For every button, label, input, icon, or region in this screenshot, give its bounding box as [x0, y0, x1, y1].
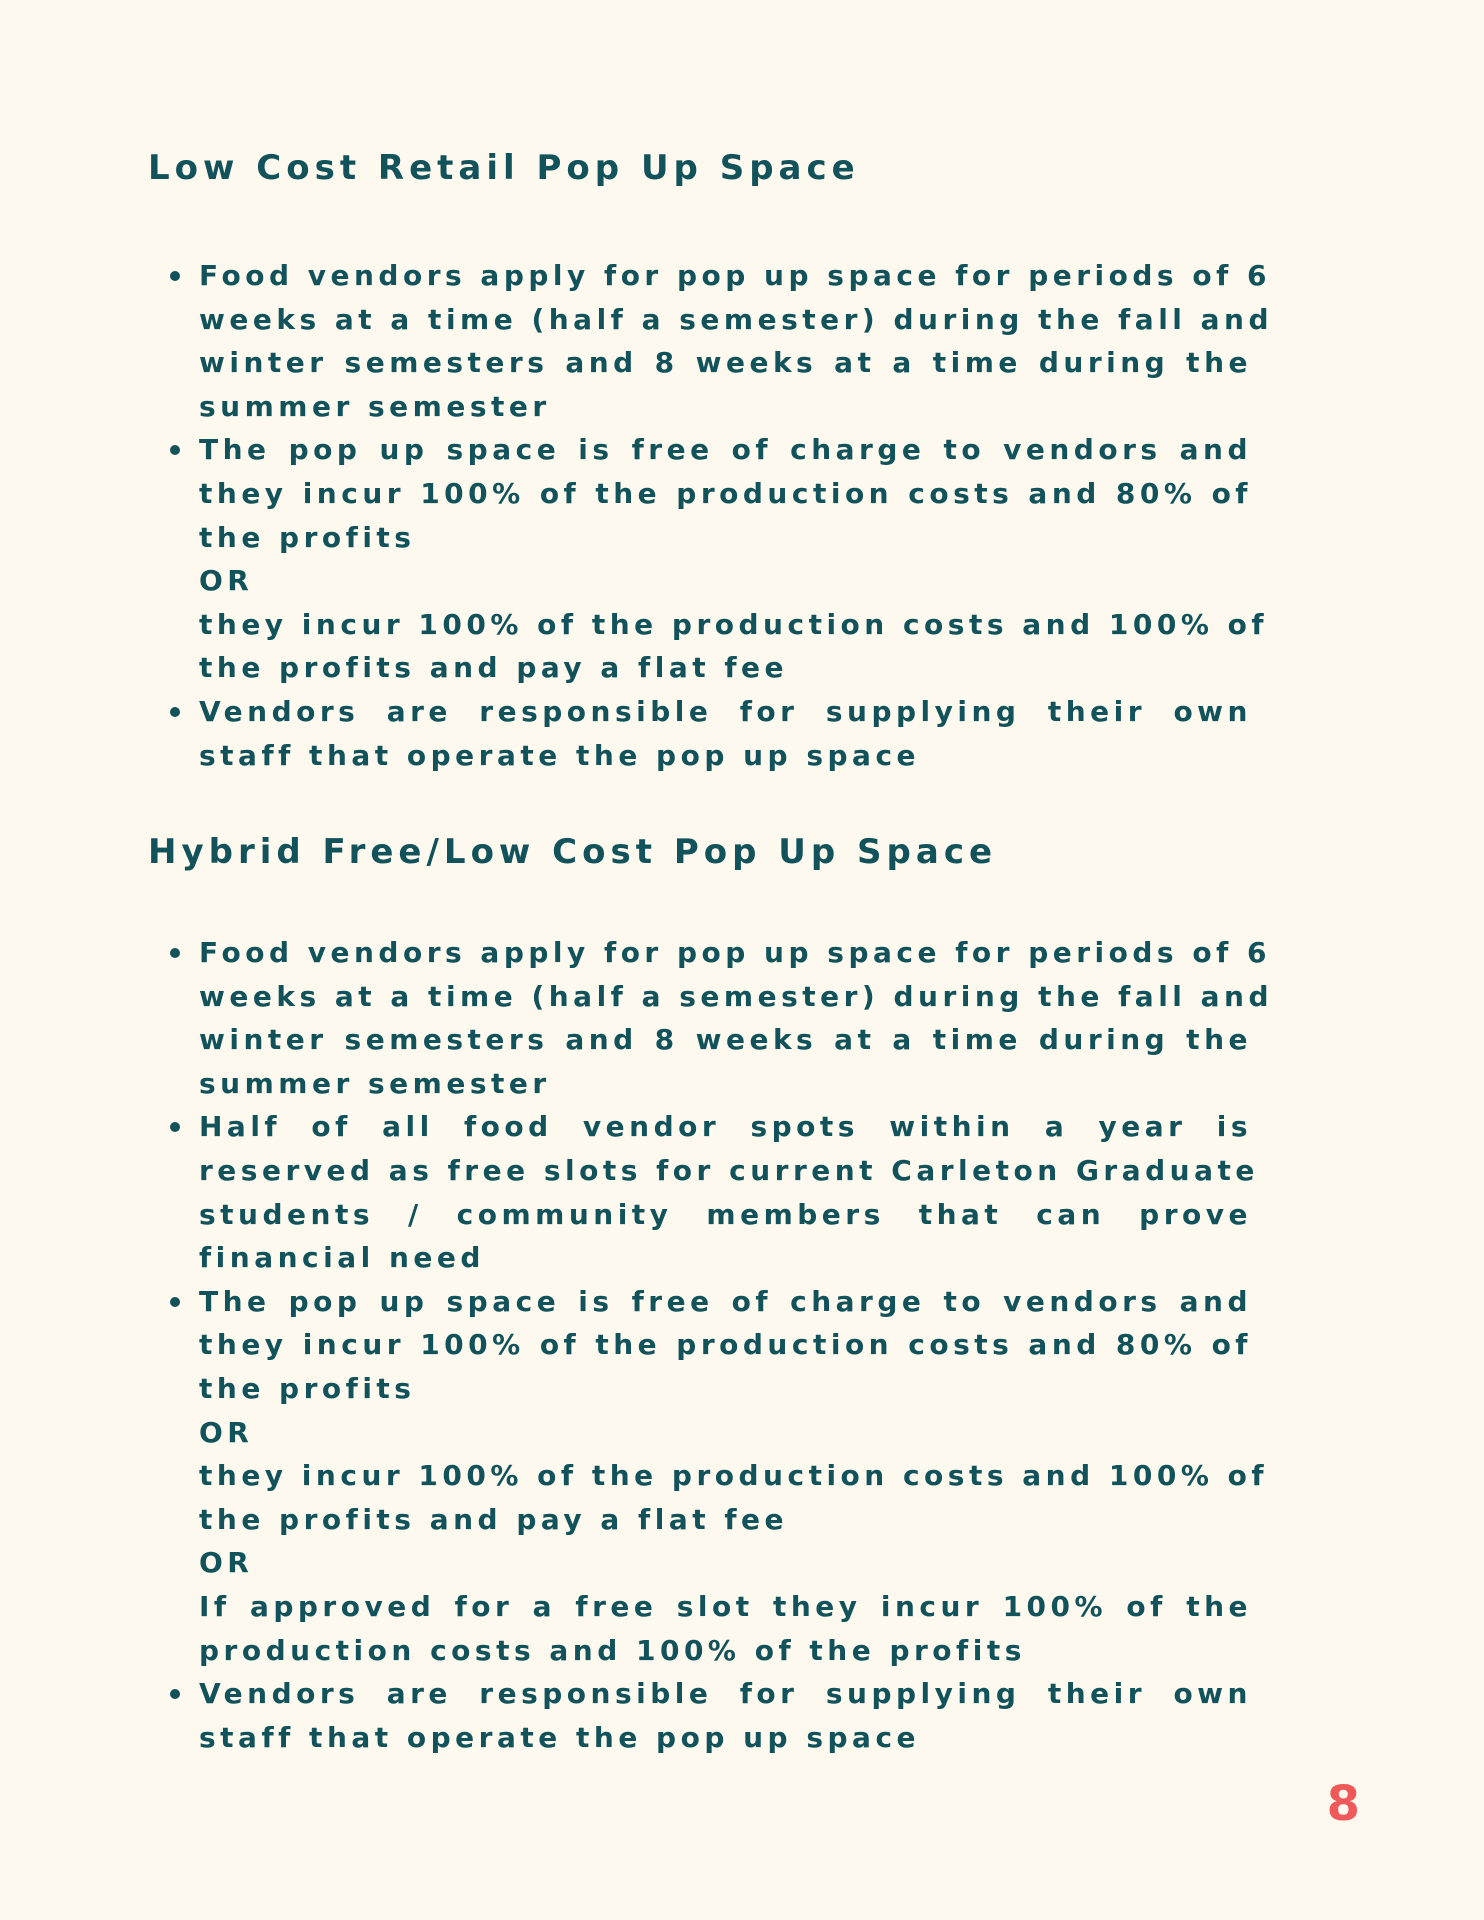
list-item-line: the profits and pay a flat fee: [199, 651, 789, 685]
list-item: [148, 254, 1274, 428]
list-item-line: the profits: [199, 520, 416, 554]
list-item-line: If approved for a free slot they incur 100% of the: [199, 1589, 1252, 1623]
list-item-line: production costs and 100% of the profits: [199, 1633, 1026, 1667]
list-item-line: Vendors are responsible for supplying their own: [199, 694, 1252, 728]
bullet-icon: [170, 707, 180, 717]
list-item-line: Vendors are responsible for supplying their own: [199, 1677, 1252, 1711]
list-item-line: Food vendors apply for pop up space for periods of 6: [199, 259, 1271, 292]
list-item-line: OR: [199, 564, 254, 598]
list-item-line: weeks at a time (half a semester) during the fall and: [199, 302, 1274, 336]
list-item: [148, 428, 1269, 690]
list-item-line: winter semesters and 8 weeks at a time during the: [199, 346, 1252, 380]
list-item-line: winter semesters and 8 weeks at a time during the: [199, 1023, 1252, 1057]
bullet-list-low-cost: [148, 254, 1274, 777]
list-item: [148, 690, 1252, 777]
bullet-icon: [170, 948, 180, 958]
list-item: [148, 1105, 1259, 1279]
list-item: [148, 1672, 1252, 1759]
list-item-line: reserved as free slots for current Carleton Graduate: [199, 1153, 1259, 1187]
page-number: 8: [1326, 1776, 1360, 1832]
list-item-line: summer semester: [199, 1066, 551, 1100]
list-item-line: staff that operate the pop up space: [199, 1720, 921, 1754]
list-item: [148, 931, 1274, 1105]
list-item-line: the profits: [199, 1371, 416, 1405]
list-item-line: weeks at a time (half a semester) during the fall and: [199, 979, 1274, 1013]
list-item-line: they incur 100% of the production costs and 100% of: [199, 1459, 1269, 1493]
list-item-line: The pop up space is free of charge to vendors and: [199, 433, 1252, 467]
list-item-line: financial need: [199, 1241, 485, 1275]
section-heading-low-cost: Low Cost Retail Pop Up Space: [148, 148, 860, 188]
list-item-line: OR: [199, 1415, 254, 1449]
bullet-icon: [170, 1689, 180, 1699]
list-item-line: summer semester: [199, 389, 551, 423]
bullet-icon: [170, 1297, 180, 1307]
list-item-line: students / community members that can prove: [199, 1197, 1252, 1231]
list-item-line: staff that operate the pop up space: [199, 738, 921, 772]
bullet-icon: [170, 445, 180, 455]
list-item-line: Food vendors apply for pop up space for periods of 6: [199, 936, 1271, 969]
list-item-line: The pop up space is free of charge to vendors and: [199, 1284, 1252, 1318]
section-heading-hybrid: Hybrid Free/Low Cost Pop Up Space: [148, 832, 998, 872]
bullet-icon: [170, 271, 180, 281]
list-item: [148, 1280, 1269, 1672]
list-item-line: Half of all food vendor spots within a year is: [199, 1110, 1252, 1144]
list-item-line: they incur 100% of the production costs and 80% of: [199, 476, 1252, 510]
list-item-line: OR: [199, 1546, 254, 1580]
list-item-line: they incur 100% of the production costs and 100% of: [199, 607, 1269, 641]
list-item-line: the profits and pay a flat fee: [199, 1502, 789, 1536]
bullet-list-hybrid: [148, 931, 1274, 1759]
bullet-icon: [170, 1122, 180, 1132]
list-item-line: they incur 100% of the production costs and 80% of: [199, 1328, 1252, 1362]
